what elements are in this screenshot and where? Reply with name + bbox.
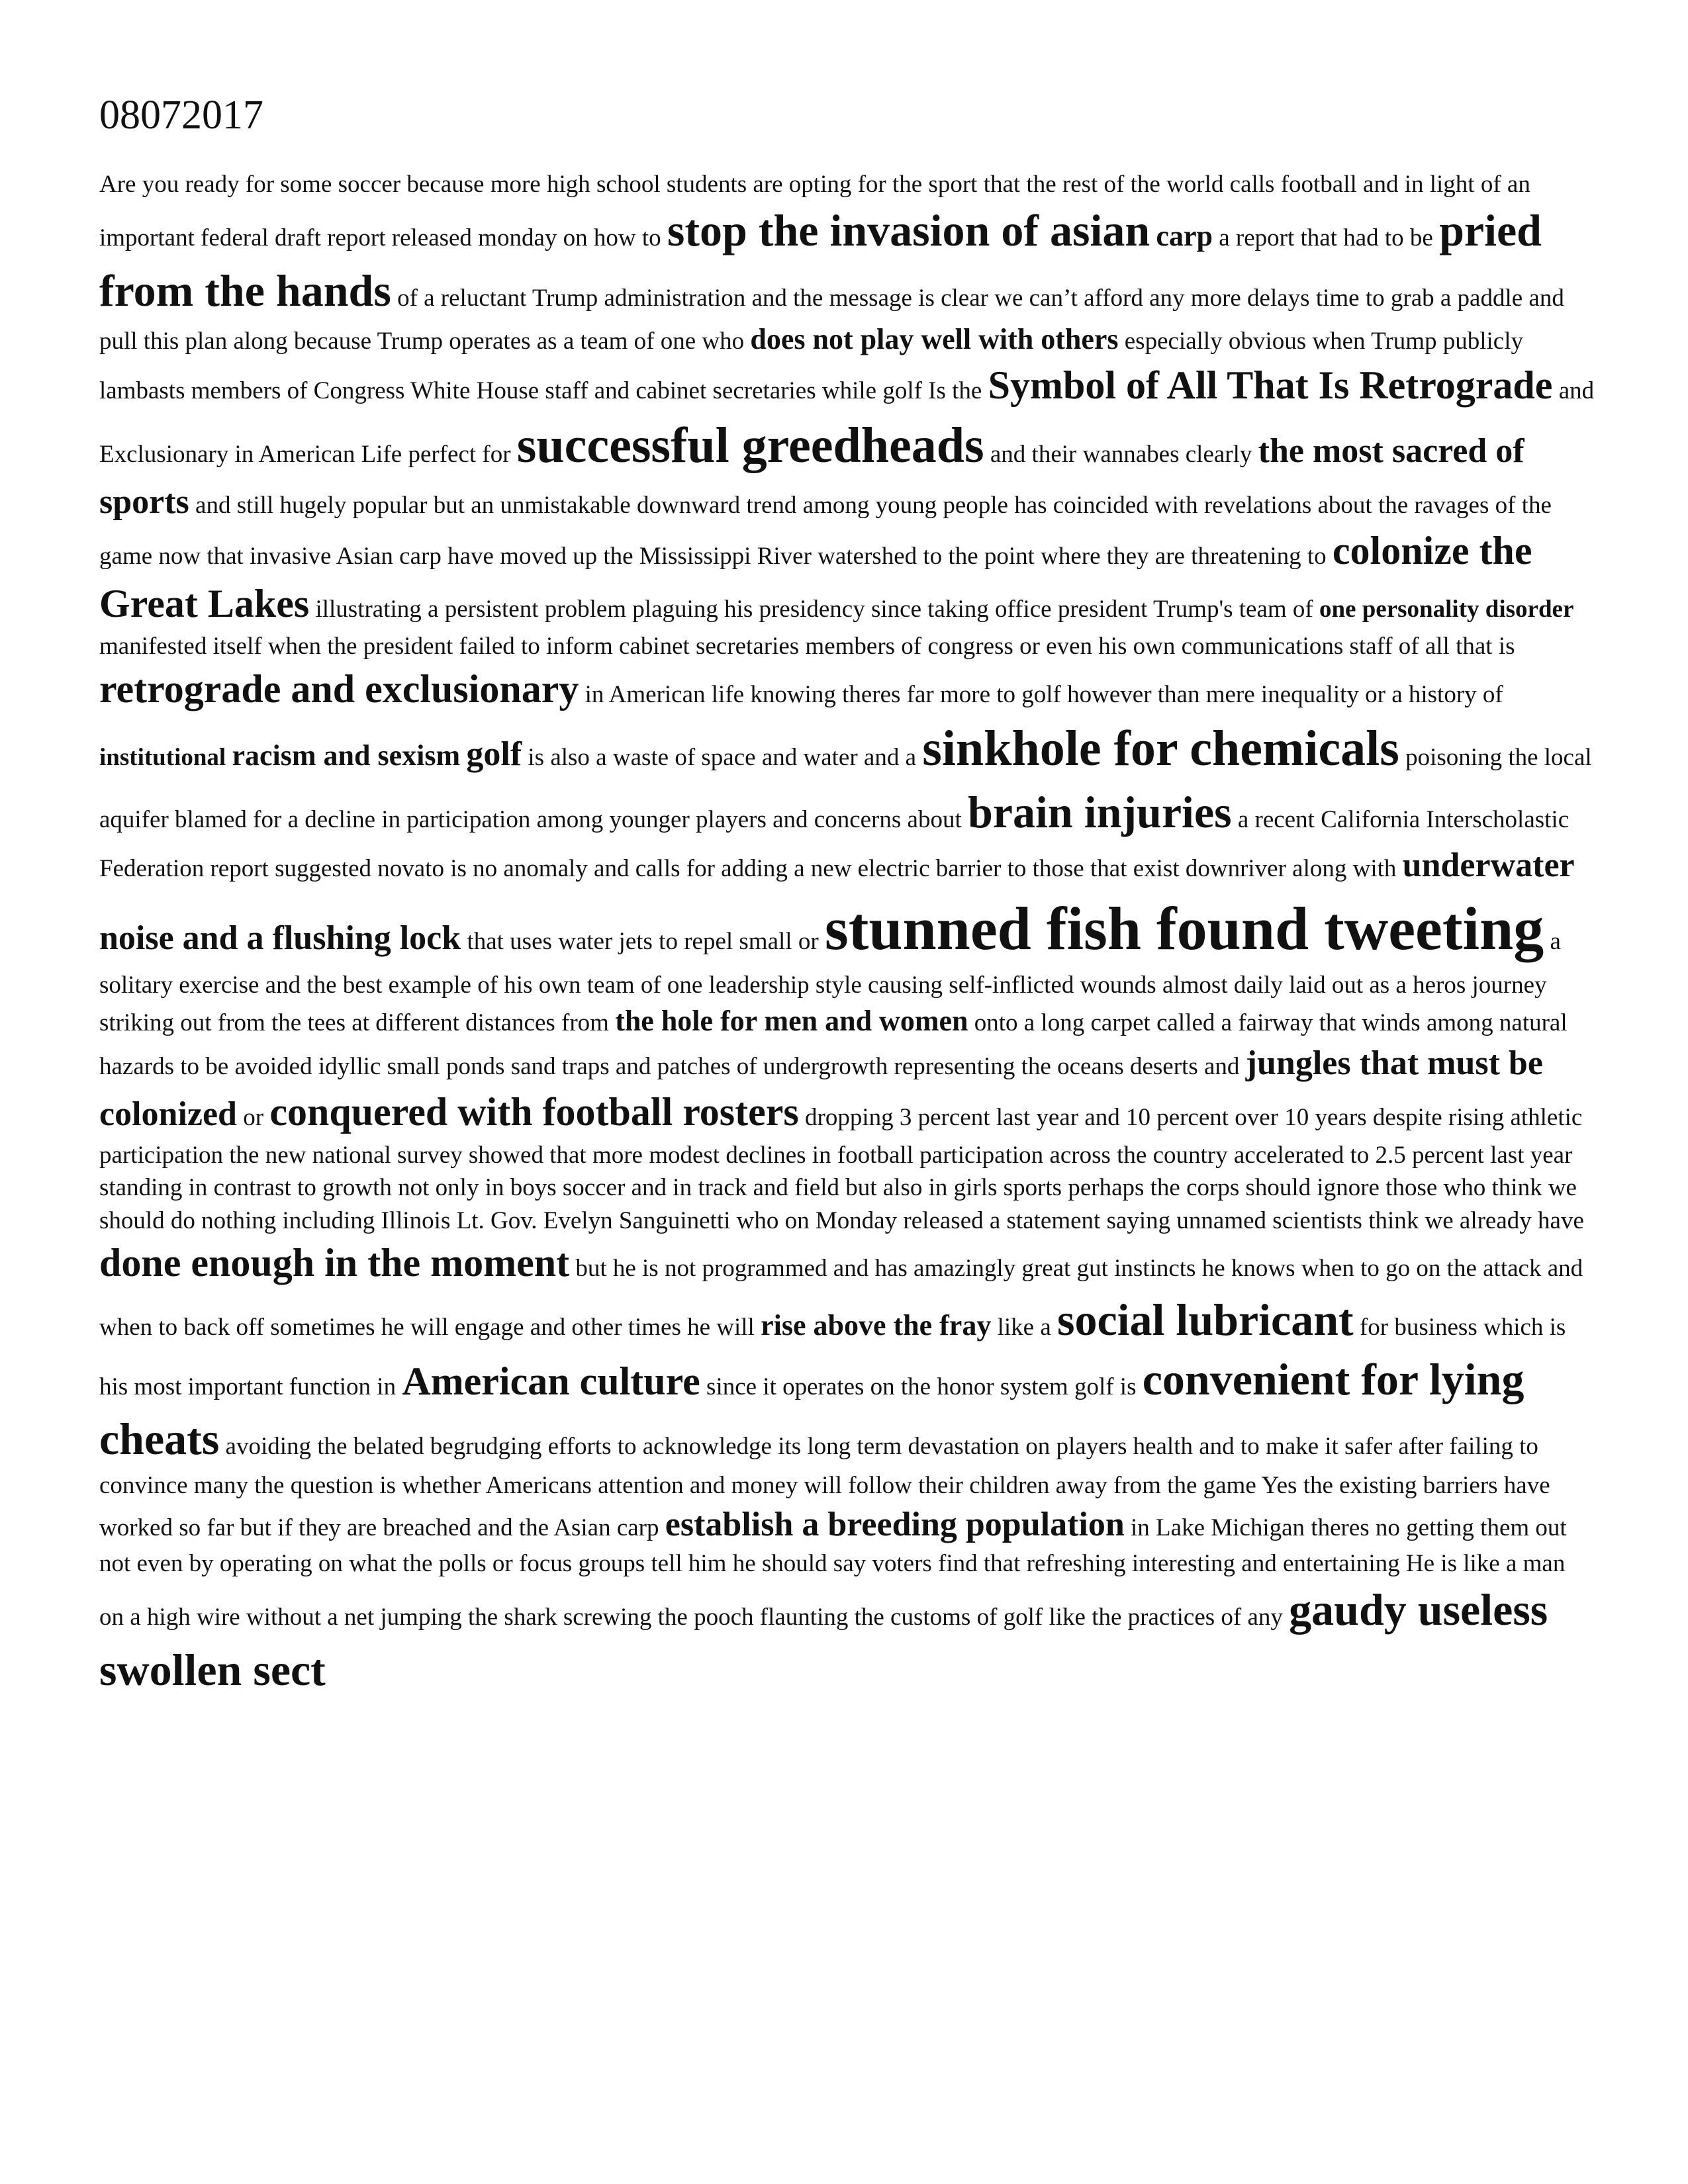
body-text-segment: dropping 3 percent last year and 10 percent over 10 years despite rising athletic participation the new national survey showed that more modest declines in football participation across the country accelerated to 2.5 percent last year standing in contrast to growth not only in boys soccer and in track and field but also in girls sports perhaps the corps should ignore those who think we should do nothing including Illinois Lt. Gov. Evelyn Sanguinetti who on Monday released a statement saying unnamed scientists think we already have xyxy=(99,1104,1584,1234)
emphasized-phrase: carp xyxy=(1156,220,1213,253)
body-text-segment: avoiding the belated begrudging efforts to acknowledge its long term devastation on players health and to make it safer after failing to convince many the question is whether Americans attention and money will follow their children away from the game Yes the existing barriers have worked so far but if they are breached and the Asian carp xyxy=(99,1433,1550,1542)
body-text-segment: is also a waste of space and water and a xyxy=(522,744,923,772)
emphasized-phrase: social lubricant xyxy=(1057,1294,1354,1345)
body-text-segment: a report that had to be xyxy=(1212,224,1440,252)
emphasized-phrase: gaudy useless swollen sect xyxy=(99,1584,1548,1695)
body-text-segment: a recent California Interscholastic Federation report suggested novato is no anomaly and calls for adding a new electric barrier to those that exist downriver along with xyxy=(99,806,1570,882)
body-text-segment: manifested itself when the president failed to inform cabinet secretaries members of congress or even his own communications staff of all that is xyxy=(99,633,1515,660)
emphasized-phrase: convenient for lying cheats xyxy=(99,1353,1524,1465)
document-date: 08072017 xyxy=(99,93,263,138)
document-page xyxy=(99,93,1595,1700)
emphasized-phrase: stop the invasion of asian xyxy=(667,205,1150,256)
emphasized-phrase: sinkhole for chemicals xyxy=(922,721,1399,777)
emphasized-phrase: stunned fish found tweeting xyxy=(824,895,1544,963)
body-text-segment: since it operates on the honor system golf is xyxy=(700,1373,1143,1400)
body-text-segment: or xyxy=(236,1104,270,1132)
body-text-segment: and Exclusionary in American Life perfect for xyxy=(99,377,1595,468)
body-text-segment: for business which is his most important function in xyxy=(99,1313,1566,1400)
emphasized-phrase: brain injuries xyxy=(967,787,1232,838)
body-text-segment: of a reluctant Trump administration and the message is clear we can’t afford any more delays time to grab a paddle and pull this plan along because Trump operates as a team of one who xyxy=(99,284,1564,355)
document-body-text xyxy=(99,168,1595,1700)
body-text-segment: and their wannabes clearly xyxy=(984,440,1258,468)
emphasized-phrase: racism and sexism xyxy=(232,739,461,772)
emphasized-phrase: golf xyxy=(466,735,522,774)
emphasized-phrase: rise above the fray xyxy=(761,1308,992,1342)
emphasized-phrase: one personality disorder xyxy=(1319,595,1574,623)
emphasized-phrase: does not play well with others xyxy=(750,323,1119,356)
body-text-segment xyxy=(460,744,466,771)
emphasized-phrase: establish a breeding population xyxy=(665,1506,1125,1544)
emphasized-phrase: pried from the hands xyxy=(99,205,1542,316)
body-text-segment: poisoning the local aquifer blamed for a decline in participation among younger players and concerns about xyxy=(99,744,1592,834)
emphasized-phrase: Symbol of All That Is Retrograde xyxy=(988,363,1553,407)
body-text-segment: illustrating a persistent problem plaguing his presidency since taking office president Trump's team of xyxy=(309,595,1319,623)
emphasized-phrase: American culture xyxy=(402,1359,700,1403)
body-text-segment: and still hugely popular but an unmistakable downward trend among young people has coincided with revelations about the ravages of the game now that invasive Asian carp have moved up the Mississippi River watershed to the point where they are threatening to xyxy=(99,491,1552,570)
emphasized-phrase: done enough in the moment xyxy=(99,1240,570,1285)
emphasized-phrase: the most sacred of sports xyxy=(99,432,1524,521)
body-text-segment: in American life knowing theres far more to golf however than mere inequality or a history of xyxy=(579,680,1503,708)
body-text-segment: a solitary exercise and the best example of his own team of one leadership style causing self-inflicted wounds almost daily laid out as a heros journey striking out from the tees at different distances from xyxy=(99,928,1561,1036)
emphasized-phrase: successful greedheads xyxy=(516,417,984,473)
body-text-segment: like a xyxy=(991,1313,1057,1341)
body-text-segment: that uses water jets to repel small or xyxy=(461,928,825,956)
body-text-segment: especially obvious when Trump publicly lambasts members of Congress White House staff and cabinet secretaries while golf Is the xyxy=(99,328,1523,404)
emphasized-phrase: conquered with football rosters xyxy=(269,1090,799,1134)
emphasized-phrase: underwater noise and a flushing lock xyxy=(99,846,1574,958)
body-text-segment: onto a long carpet called a fairway that winds among natural hazards to be avoided idyllic small ponds sand traps and patches of undergrowth representing the oceans deserts and xyxy=(99,1009,1568,1081)
body-text-segment: in Lake Michigan theres no getting them out not even by operating on what the polls or focus groups tell him he should say voters find that refreshing interesting and entertaining He is like a man on a high wire without a net jumping the shark screwing the pooch flaunting the customs of golf like the practices of any xyxy=(99,1514,1567,1631)
body-text-segment: but he is not programmed and has amazingly great gut instincts he knows when to go on the attack and when to back off sometimes he will engage and other times he will xyxy=(99,1254,1583,1341)
emphasized-phrase: the hole for men and women xyxy=(615,1004,968,1037)
emphasized-phrase: colonize the Great Lakes xyxy=(99,528,1532,625)
emphasized-phrase: retrograde and exclusionary xyxy=(99,666,579,711)
emphasized-phrase: jungles that must be colonized xyxy=(99,1044,1543,1134)
emphasized-phrase: institutional xyxy=(99,744,226,772)
body-text-segment: Are you ready for some soccer because more high school students are opting for the sport that the rest of the world calls football and in light of an important federal draft report released monday on how to xyxy=(99,171,1530,252)
